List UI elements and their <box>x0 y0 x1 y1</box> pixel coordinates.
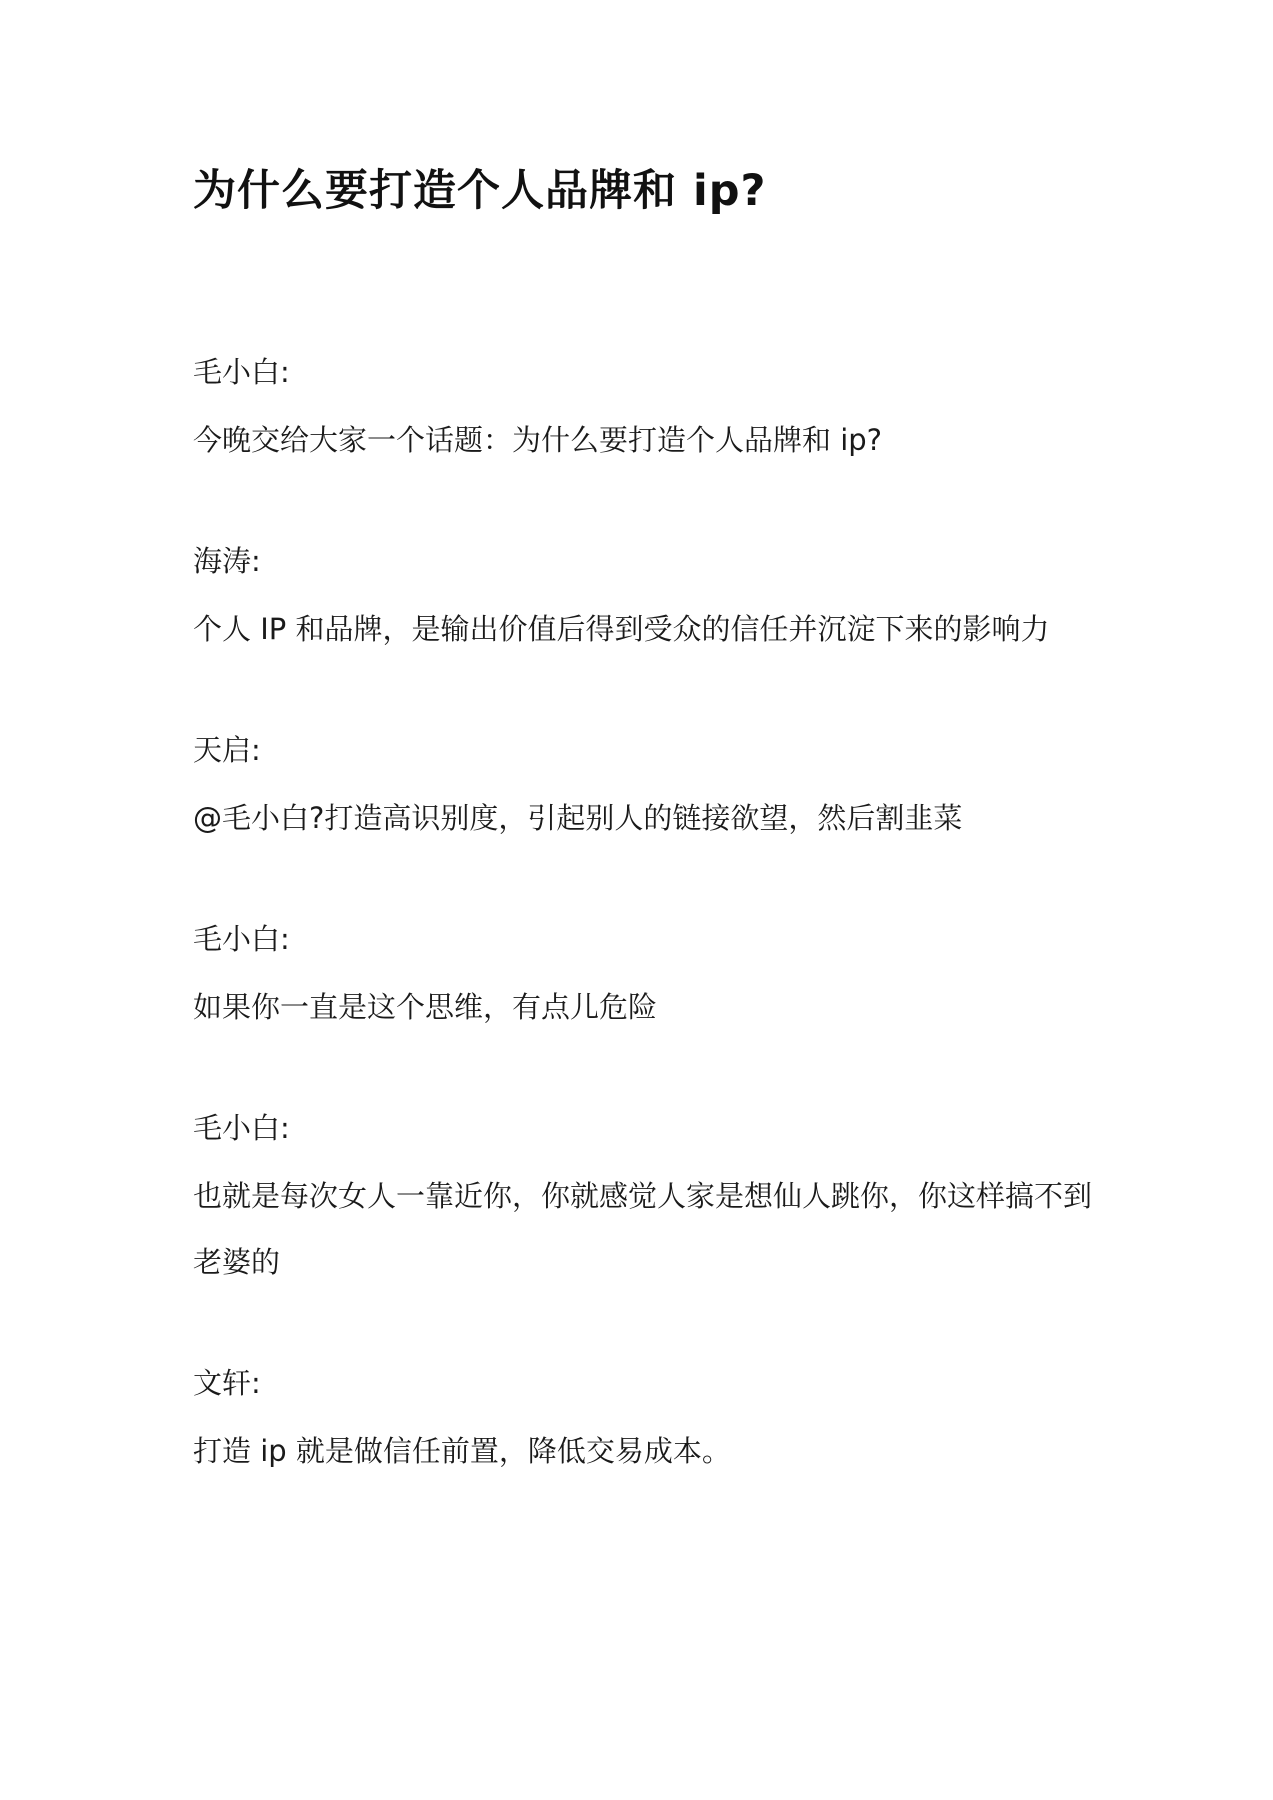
message-6 <box>193 1363 1093 1484</box>
speaker-name: 毛小白: <box>193 355 290 389</box>
message-2 <box>193 541 1093 662</box>
message-text: @毛小白?打造高识别度，引起别人的链接欲望，然后割韭菜 <box>193 801 963 835</box>
message-text: 打造 ip 就是做信任前置，降低交易成本。 <box>193 1434 731 1468</box>
document-title: 为什么要打造个人品牌和 ip? <box>193 166 767 216</box>
message-text: 今晚交给大家一个话题：为什么要打造个人品牌和 ip? <box>193 423 883 457</box>
speaker-name: 文轩: <box>193 1366 261 1400</box>
message-text: 也就是每次女人一靠近你，你就感觉人家是想仙人跳你，你这样搞不到老婆的 <box>193 1179 1093 1279</box>
message-text: 如果你一直是这个思维，有点儿危险 <box>193 990 658 1024</box>
message-4 <box>193 919 1093 1040</box>
speaker-name: 毛小白: <box>193 922 290 956</box>
speaker-name: 毛小白: <box>193 1111 290 1145</box>
message-3 <box>193 730 1093 851</box>
speaker-name: 海涛: <box>193 544 261 578</box>
message-5 <box>193 1108 1093 1295</box>
speaker-name: 天启: <box>193 733 261 767</box>
message-1 <box>193 352 1093 473</box>
conversation <box>193 352 1093 1552</box>
message-text: 个人 IP 和品牌，是输出价值后得到受众的信任并沉淀下来的影响力 <box>193 612 1050 646</box>
